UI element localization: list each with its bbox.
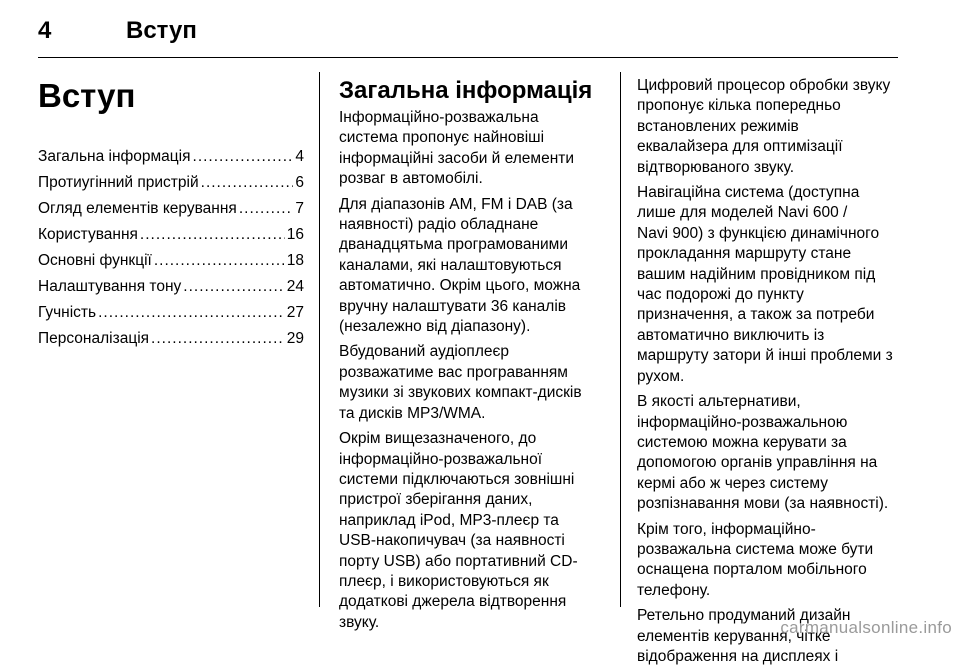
toc-entry-page: 18 [286,252,304,269]
toc-entry[interactable] [38,248,304,274]
toc-entry-label: Гучність [38,304,97,321]
toc-entry-page: 29 [286,330,304,347]
toc-leader-dots [239,196,294,222]
column-divider-1 [319,72,320,607]
toc-entry-label: Протиугінний пристрій [38,174,199,191]
toc-entry[interactable] [38,326,304,352]
body-paragraph: Для діапазонів AM, FM і DAB (за наявності) радіо обладнане дванадцятьма програмованими каналами, які налаштовуються автоматично. Окрім цього, можна вручну налаштувати 36 каналів (незалежно від діапазону). [339,195,581,336]
toc-leader-dots [193,144,294,170]
toc-leader-dots [151,326,285,352]
toc-entry[interactable] [38,222,304,248]
toc-entry[interactable] [38,196,304,222]
header-divider [38,57,898,58]
toc-entry[interactable] [38,274,304,300]
body-paragraph: Окрім вищезазначеного, до інформаційно-розважальної системи підключаються зовнішні пристрої зберігання даних, наприклад iPod, MP3-плеєр та USB-накопичувач (за наявності порту USB) або портативний CD- плеєр, і використовуються як додаткові джерела відтворення звуку. [339,430,578,631]
toc-title: Вступ [38,77,136,114]
toc-entry-page: 6 [295,174,304,191]
body-paragraph: Вбудований аудіоплеєр розважатиме вас програванням музики зі звукових компакт-дисків та дисків MP3/WMA. [339,343,582,422]
chapter-title: Вступ [126,17,197,44]
toc-entry-page: 27 [286,304,304,321]
body-paragraph: Ретельно продуманий дизайн елементів керування, чітке відображення на дисплеях і [637,607,851,665]
toc-entry[interactable] [38,300,304,326]
toc-leader-dots [201,170,294,196]
toc-leader-dots [154,248,285,274]
toc-leader-dots [183,274,284,300]
toc-list [38,144,304,352]
body-paragraph: Крім того, інформаційно- розважальна система може бути оснащена порталом мобільного телефону. [637,520,874,599]
page-number: 4 [38,17,52,44]
toc-entry-label: Налаштування тону [38,278,182,295]
body-paragraph: Цифровий процесор обробки звуку пропонує кілька попередньо встановлених режимів еквалайзера для оптимізації відтворюваного звуку. [637,77,891,176]
toc-leader-dots [140,222,285,248]
toc-entry-label: Користування [38,226,138,243]
text-column-3 [637,76,907,672]
toc-entry-page: 7 [295,200,304,217]
toc-entry-label: Загальна інформація [38,148,191,165]
toc-entry-label: Огляд елементів керування [38,200,237,217]
body-paragraph: Інформаційно-розважальна система пропонує найновіші інформаційні засоби й елементи розваг в автомобілі. [339,109,575,188]
footer-watermark: carmanualsonline.info [780,618,952,637]
column-divider-2 [620,72,621,607]
toc-entry[interactable] [38,170,304,196]
toc-leader-dots [98,300,285,326]
toc-column [38,76,304,352]
body-paragraph: Навігаційна система (доступна лише для моделей Navi 600 / Navi 900) з функцією динамічного прокладання маршруту стане вашим надійним провідником під час подорожі до пункту призначення, а також за потреби автоматично виключить із маршруту затори й інші проблеми з рухом. [637,184,893,385]
text-column-2 [339,76,605,638]
column-3-body [637,76,907,667]
toc-entry-page: 24 [286,278,304,295]
section-heading: Загальна інформація [339,77,593,104]
toc-entry-label: Основні функції [38,252,152,269]
body-paragraph: В якості альтернативи, інформаційно-розважальною системою можна керувати за допомогою органів управління на кермі або ж через систему розпізнавання мови (за наявності). [637,393,889,513]
toc-entry[interactable] [38,144,304,170]
toc-entry-page: 4 [295,148,304,165]
toc-entry-page: 16 [286,226,304,243]
toc-entry-label: Персоналізація [38,330,150,347]
column-2-body [339,108,605,633]
